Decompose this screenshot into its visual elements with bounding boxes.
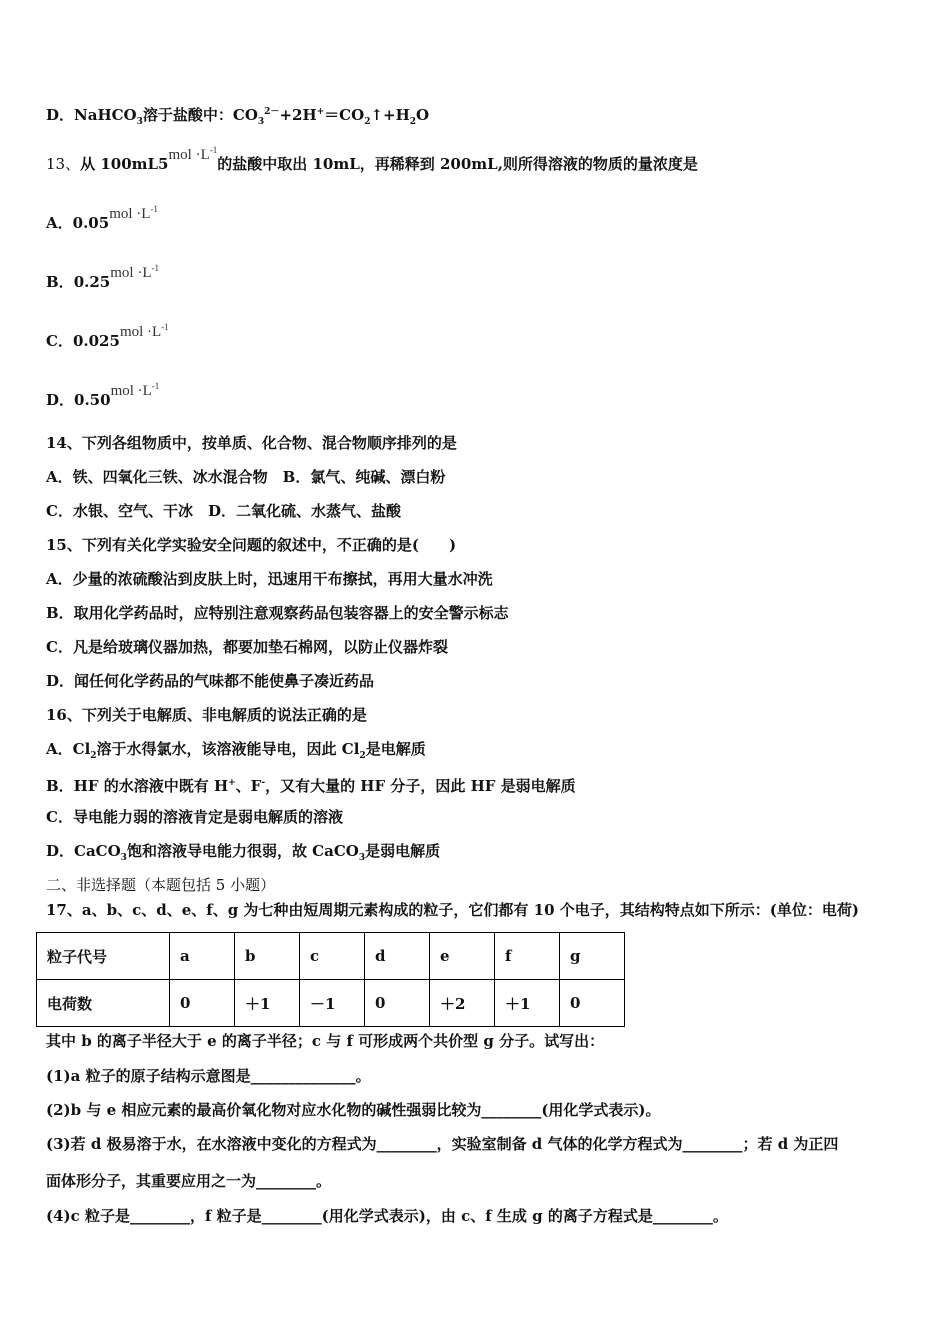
table-cell: 0 <box>560 980 625 1027</box>
q17-part3a: (3)若 d 极易溶于水，在水溶液中变化的方程式为________，实验室制备 d 气体的化学方程式为________；若 d 为正四 <box>46 1135 839 1153</box>
table-cell: ＋1 <box>495 980 560 1027</box>
q16-option-c: C．导电能力弱的溶液肯定是弱电解质的溶液 <box>46 808 343 826</box>
q17-part3b: 面体形分子，其重要应用之一为________。 <box>46 1172 332 1190</box>
q15-stem: 15、下列有关化学实验安全问题的叙述中，不正确的是( ) <box>46 536 457 554</box>
q15-option-a: A．少量的浓硫酸沾到皮肤上时，迅速用干布擦拭，再用大量水冲洗 <box>46 570 493 588</box>
q12-option-d: D．NaHCO$_3$溶于盐酸中：$CO_3^{2-}+2H^+=CO_2↑+H_2O$ <box>46 106 430 127</box>
table-row <box>37 980 625 1027</box>
table-cell: 0 <box>170 980 235 1027</box>
q16-option-a: A．$Cl_2$溶于水得氯水，该溶液能导电，因此 $Cl_2$是电解质 <box>46 740 426 761</box>
q17-part2: (2)b 与 e 相应元素的最高价氧化物对应水化物的碱性强弱比较为________(用化学式表示)。 <box>46 1101 661 1119</box>
table-cell: g <box>560 933 625 980</box>
section-title: 二、非选择题（本题包括 5 小题） <box>46 876 276 894</box>
q17-part1: (1)a 粒子的原子结构示意图是______________。 <box>46 1067 371 1085</box>
particle-table <box>36 932 625 1027</box>
q16-stem: 16、下列关于电解质、非电解质的说法正确的是 <box>46 706 367 724</box>
q13-stem: 13、从 $100mL5mol \cdot L^{-1}$的盐酸中取出 10mL，再稀释到 200mL,则所得溶液的物质的量浓度是 <box>46 145 698 173</box>
table-cell: d <box>365 933 430 980</box>
table-cell: 0 <box>365 980 430 1027</box>
q15-option-c: C．凡是给玻璃仪器加热，都要加垫石棉网，以防止仪器炸裂 <box>46 638 448 656</box>
q15-option-d: D．闻任何化学药品的气味都不能使鼻子凑近药品 <box>46 672 375 690</box>
q17-stem: 17、a、b、c、d、e、f、g 为七种由短周期元素构成的粒子，它们都有 10 个电子，其结构特点如下所示：(单位：电荷) <box>46 901 859 919</box>
table-cell: b <box>235 933 300 980</box>
table-cell: c <box>300 933 365 980</box>
table-cell: f <box>495 933 560 980</box>
q15-option-b: B．取用化学药品时，应特别注意观察药品包装容器上的安全警示标志 <box>46 604 509 622</box>
q14-stem: 14、下列各组物质中，按单质、化合物、混合物顺序排列的是 <box>46 434 457 452</box>
q13-option-b: B．$0.25mol \cdot L^{-1}$ <box>46 263 159 291</box>
q13-option-a: A．$0.05mol \cdot L^{-1}$ <box>46 204 158 232</box>
q16-option-b: B．HF 的水溶液中既有 H+、F-，又有大量的 HF 分子，因此 HF 是弱电解质 <box>46 777 576 795</box>
table-cell: a <box>170 933 235 980</box>
table-cell: 粒子代号 <box>37 933 170 980</box>
q16-option-d: D．CaCO$_3$饱和溶液导电能力很弱，故 CaCO$_3$是弱电解质 <box>46 842 441 863</box>
table-cell: 电荷数 <box>37 980 170 1027</box>
q17-note: 其中 b 的离子半径大于 e 的离子半径；c 与 f 可形成两个共价型 g 分子。试写出： <box>46 1032 605 1050</box>
q14-options-cd: C．水银、空气、干冰 D．二氧化硫、水蒸气、盐酸 <box>46 502 401 520</box>
q13-option-d: D．$0.50mol \cdot L^{-1}$ <box>46 381 160 409</box>
table-row <box>37 933 625 980</box>
table-cell: e <box>430 933 495 980</box>
q14-options-ab: A．铁、四氧化三铁、冰水混合物 B．氯气、纯碱、漂白粉 <box>46 468 446 486</box>
table-cell: －1 <box>300 980 365 1027</box>
q17-part4: (4)c 粒子是________，f 粒子是________(用化学式表示)，由 c、f 生成 g 的离子方程式是________。 <box>46 1207 728 1225</box>
table-cell: ＋2 <box>430 980 495 1027</box>
q13-option-c: C．$0.025mol \cdot L^{-1}$ <box>46 322 169 350</box>
table-cell: ＋1 <box>235 980 300 1027</box>
